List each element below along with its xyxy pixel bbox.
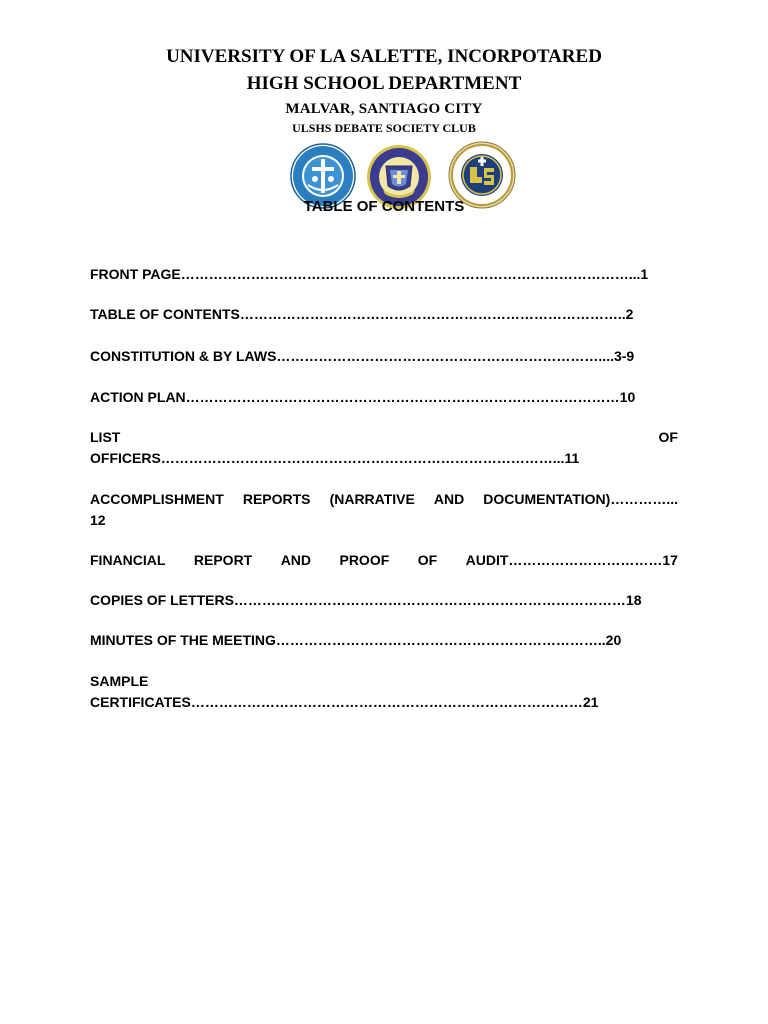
toc-entry-front-page: FRONT PAGE……………………………………………………………………………………...1	[90, 266, 649, 282]
toc-word: AND	[280, 552, 312, 568]
toc-entry-line-1	[90, 489, 678, 510]
department-name: HIGH SCHOOL DEPARTMENT	[246, 73, 522, 94]
toc-entry-line-1	[90, 427, 678, 448]
toc-word: LIST	[90, 429, 121, 445]
toc-word: (NARRATIVE	[329, 491, 415, 507]
toc-entry-line-2: CERTIFICATES…………………………………………………………………………21	[90, 694, 599, 710]
toc-entry-line-2: 12	[90, 512, 106, 528]
toc-word: PROOF	[339, 552, 390, 568]
toc-entry-sample-certificates	[90, 671, 678, 713]
toc-word: REPORT	[193, 552, 253, 568]
toc-entry-list-of-officers	[90, 427, 678, 469]
toc-entry-accomplishment-reports	[90, 489, 678, 531]
toc-word: AND	[433, 491, 465, 507]
toc-word: OF	[417, 552, 438, 568]
toc-word: DOCUMENTATION)…………...	[483, 491, 678, 507]
toc-entry-line-1	[90, 550, 678, 571]
toc-word: OF	[658, 429, 678, 445]
toc-entry-line-2: OFFICERS…………………………………………………………………………...11	[90, 450, 580, 466]
toc-word: REPORTS	[242, 491, 311, 507]
institution-name: UNIVERSITY OF LA SALETTE, INCORPOTARED	[166, 46, 602, 67]
toc-entry-action-plan: ACTION PLAN…………………………………………………………………………………10	[90, 389, 636, 405]
location-text: MALVAR, SANTIAGO CITY	[285, 101, 483, 117]
toc-word: AUDIT……………………………17	[465, 552, 678, 568]
toc-word: FINANCIAL	[90, 552, 166, 568]
club-name: ULSHS DEBATE SOCIETY CLUB	[292, 121, 476, 135]
toc-entry-financial-report	[90, 550, 678, 571]
toc-entry-table-of-contents: TABLE OF CONTENTS………………………………………………………………………..2	[90, 306, 634, 322]
toc-title: TABLE OF CONTENTS	[303, 198, 465, 215]
toc-word: ACCOMPLISHMENT	[90, 491, 224, 507]
toc-entry-minutes-of-meeting: MINUTES OF THE MEETING……………………………………………………………..20	[90, 632, 622, 648]
toc-entry-line-1: SAMPLE	[90, 673, 149, 689]
toc-entry-copies-of-letters: COPIES OF LETTERS…………………………………………………………………………18	[90, 592, 642, 608]
toc-entry-constitution: CONSTITUTION & BY LAWS……………………………………………………………....3-9	[90, 348, 635, 364]
